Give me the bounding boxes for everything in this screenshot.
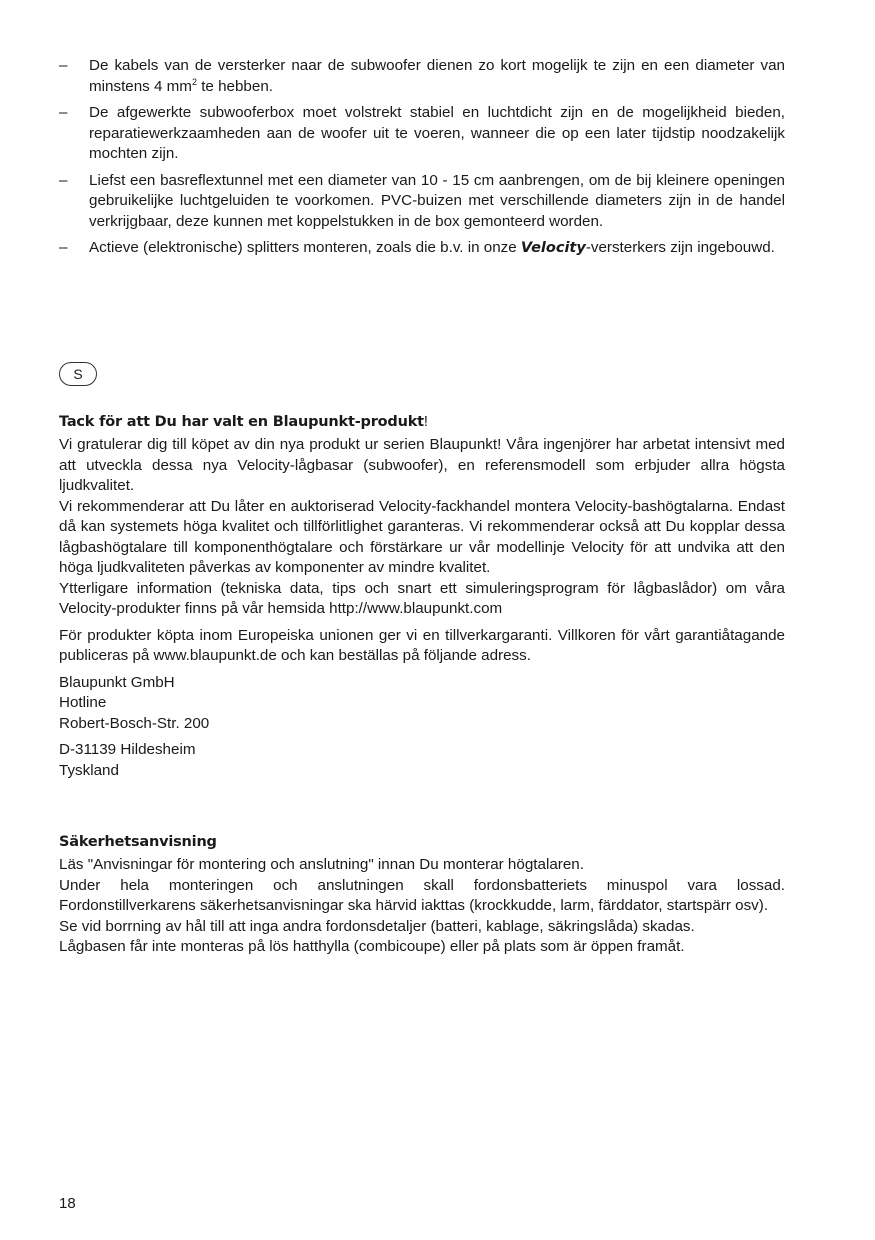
address-line: Blaupunkt GmbH [59, 673, 175, 691]
dash-marker: – [59, 239, 68, 256]
paragraph: Under hela monteringen och anslutningen skall fordonsbatteriets minuspol vara lossad. Fordonstillverkarens säkerhetsanvisningar ska härvid iakttas (krockkudde, larm, färddator, startspärr osv). [59, 876, 785, 914]
bullet-item: – De kabels van de versterker naar de subwoofer dienen zo kort mogelijk te zijn en een diameter van minstens 4 $mm^2$ te hebben. [59, 57, 785, 95]
paragraph: Vi rekommenderar att Du låter en auktoriserad Velocity-fackhandel montera Velocity-bashögtalarna. Endast då kan systemets höga kvalitet och tillförlitlighet garanteras. Vi rekommenderar också att Du kopplar dessa lågbashögtalare till komponenthögtalare och förstärkare ur vår modellinje Velocity för att undvika att den höga ljudkvaliteten påverkas av komponenter av mindre kvalitet. [59, 497, 785, 576]
swedish-section [59, 412, 785, 781]
page-number: 18 [59, 1195, 76, 1212]
paragraph: För produkter köpta inom Europeiska unionen ger vi en tillverkargaranti. Villkoren för vårt garantiåtagande publiceras på www.blaupunkt.de och kan beställas på följande adress. [59, 626, 785, 664]
safety-section [59, 832, 785, 958]
paragraph: Läs "Anvisningar för montering och anslutning" innan Du monterar högtalaren. [59, 856, 584, 873]
bullet-list [59, 56, 785, 259]
dash-marker: – [59, 171, 68, 189]
paragraph: Ytterligare information (tekniska data, tips och snart ett simuleringsprogram för lågbaslådor) om våra Velocity-produkter finns på vår hemsida http://www.blaupunkt.com [59, 579, 785, 617]
address-line: Hotline [59, 694, 107, 711]
paragraph: Lågbasen får inte monteras på lös hatthylla (combicoupe) eller på plats som är öppen framåt. [59, 938, 685, 955]
superscript: 2 [191, 76, 197, 87]
dash-marker: – [59, 57, 68, 74]
bullet-item: – Actieve (elektronische) splitters monteren, zoals die b.v. in onze Velocity-versterkers zijn ingebouwd. [59, 238, 785, 259]
address-line: Tyskland [59, 761, 119, 779]
paragraph: Vi gratulerar dig till köpet av din nya produkt ur serien Blaupunkt! Våra ingenjörer har arbetat intensivt med att utveckla dessa nya Velocity-lågbasar (subwoofer), en referensmodell som erbjuder allra högsta ljudkvalitet. [59, 436, 785, 494]
address-block [59, 673, 785, 782]
bullet-item: – De afgewerkte subwooferbox moet volstrekt stabiel en luchtdicht zijn en de mogelijkheid bieden, reparatiewerkzaamheden aan de woofer uit te voeren, wanneer die op een later tijdstip noodzakelijk mochten zijn. [59, 104, 785, 162]
bullet-item: – Liefst een basreflextunnel met een diameter van 10 - 15 cm aanbrengen, om de bij kleinere openingen gebruikelijke luchtgeluiden te voorkomen. PVC-buizen met verschillende diameters zijn in de handel verkrijgbaar, deze kunnen met koppelstukken in de box gemonteerd worden. [59, 171, 785, 230]
section-title: Säkerhetsanvisning [59, 834, 217, 850]
section-title: Tack för att Du har valt en Blaupunkt-produkt! [59, 414, 428, 430]
dash-marker: – [59, 104, 68, 121]
language-badge: S [59, 362, 97, 386]
address-line: D-31139 Hildesheim [59, 741, 196, 758]
dutch-bullet-section [59, 56, 785, 265]
address-line: Robert-Bosch-Str. 200 [59, 714, 210, 732]
brand-name: Velocity [520, 240, 586, 256]
paragraph: Se vid borrning av hål till att inga andra fordonsdetaljer (batteri, kablage, säkringslåda) skadas. [59, 917, 695, 935]
